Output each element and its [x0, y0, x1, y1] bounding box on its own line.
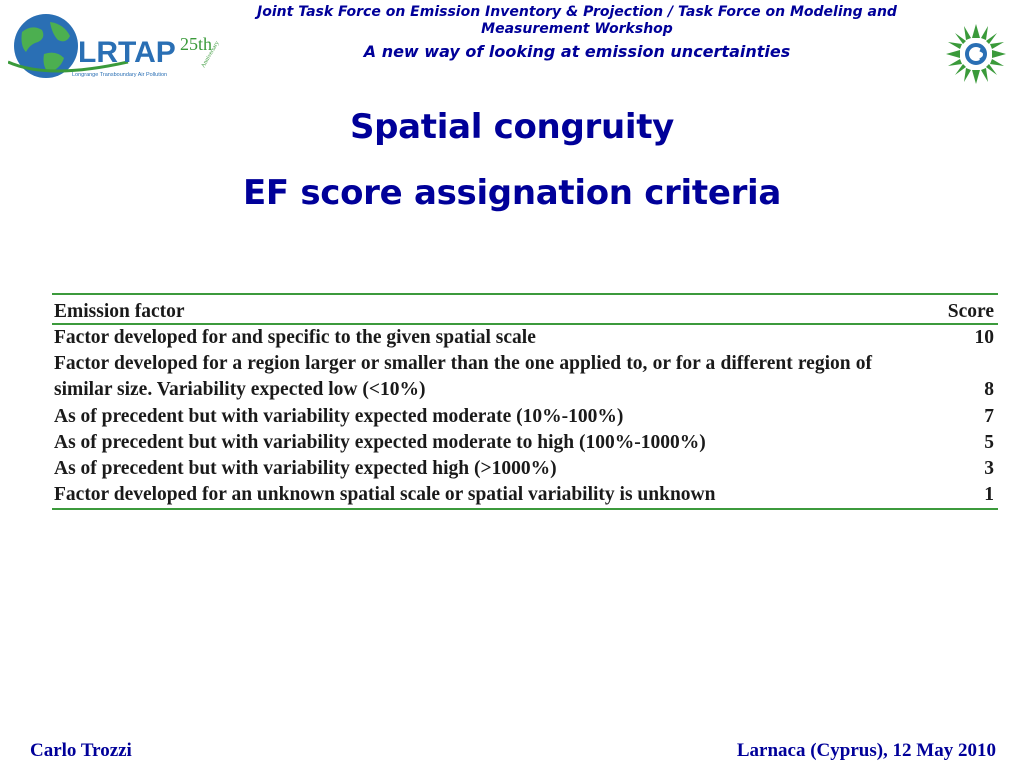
score-cell: 10: [974, 327, 994, 349]
ef-score-table-wrap: [52, 293, 998, 510]
table-row: [52, 403, 998, 429]
ef-score-table: [52, 293, 998, 510]
slide-title: Spatial congruity: [349, 107, 675, 147]
score-cell: 5: [984, 431, 994, 453]
header-text: [232, 4, 922, 62]
score-cell: 3: [984, 458, 994, 480]
table-header-row: [52, 294, 998, 324]
footer-place-date: Larnaca (Cyprus), 12 May 2010: [736, 740, 996, 761]
score-cell: 8: [984, 379, 994, 401]
table-row: [52, 430, 998, 456]
score-cell: 7: [984, 405, 994, 427]
factor-cell: As of precedent but with variability expected moderate to high (100%-1000%): [54, 431, 706, 453]
lrtap-anniversary-number: 25th: [180, 34, 213, 54]
unece-sun-icon: [944, 22, 1008, 86]
score-cell: 1: [984, 484, 994, 506]
lrtap-subtext: Longrange Transboundary Air Pollution: [72, 72, 168, 78]
factor-cell: Factor developed for an unknown spatial scale or spatial variability is unknown: [54, 484, 716, 506]
factor-cell: As of precedent but with variability expected high (>1000%): [54, 458, 557, 480]
footer-author: Carlo Trozzi: [30, 740, 132, 761]
table-row: [52, 324, 998, 351]
factor-cell: Factor developed for and specific to the given spatial scale: [54, 327, 536, 349]
factor-cell: As of precedent but with variability expected moderate (10%-100%): [54, 405, 624, 427]
table-row: [52, 351, 998, 403]
workshop-subtitle: A new way of looking at emission uncertainties: [363, 42, 791, 61]
workshop-title: Joint Task Force on Emission Inventory & Projection / Task Force on Modeling and Measurement Workshop: [257, 4, 897, 37]
table-row: [52, 456, 998, 482]
column-header-score: Score: [947, 301, 994, 322]
lrtap-anniversary-label: Anniversary: [200, 40, 221, 69]
lrtap-wordmark: LRTAP: [78, 36, 176, 69]
column-header-emission-factor: Emission factor: [54, 301, 185, 322]
lrtap-logo-icon: [8, 10, 230, 82]
factor-cell: Factor developed for a region larger or smaller than the one applied to, or for a different region of similar size. Variability expected low (<10%): [54, 353, 872, 401]
table-row: [52, 482, 998, 509]
slide-subtitle: EF score assignation criteria: [242, 173, 782, 213]
